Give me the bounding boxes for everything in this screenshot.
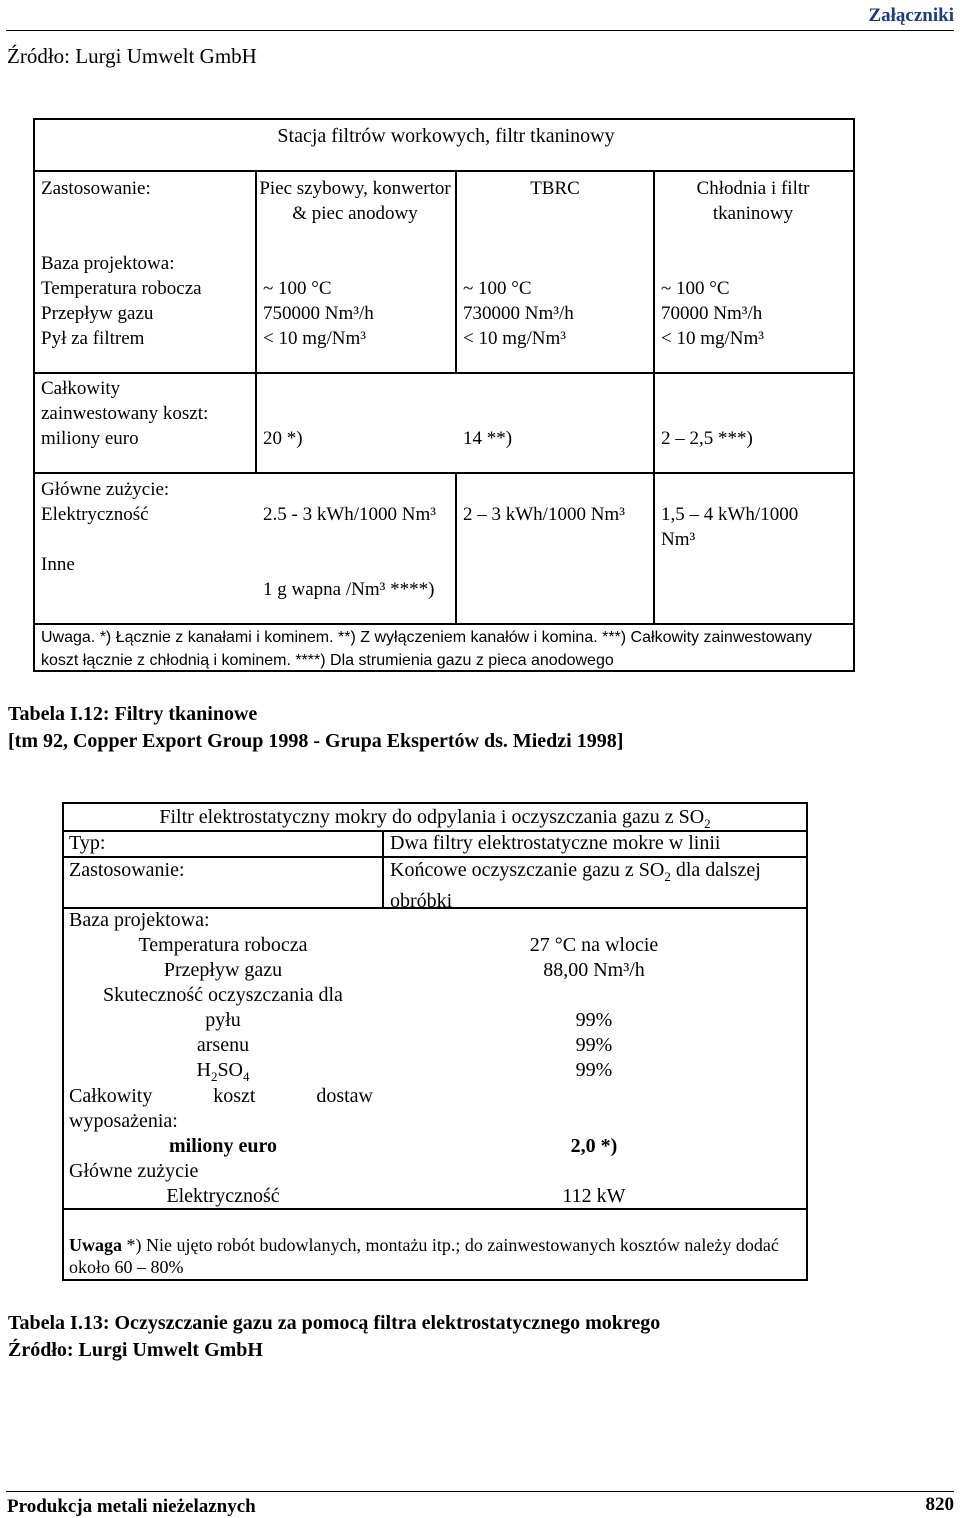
col-divider [653, 372, 655, 472]
col-divider [382, 830, 384, 907]
app-label: Zastosowanie: [69, 859, 185, 881]
other-col1: 1 g wapna /Nm³ ****) [263, 579, 435, 600]
col-divider [255, 372, 257, 472]
electricity-col3: 1,5 – 4 kWh/1000 Nm³ [661, 504, 799, 550]
table2-title: Filtr elektrostatyczny mokry do odpylania i oczyszczania gazu z $SO_2$ [159, 806, 711, 831]
cost-label-2: Całkowity koszt dostaw [69, 1085, 373, 1107]
eff-label: Skuteczność oczyszczania dla [103, 984, 343, 1006]
cost-col3: 2 – 2,5 ***) [661, 428, 753, 449]
cost-label-2b: wyposażenia: [69, 1110, 178, 1132]
caption-1-ref: [tm 92, Copper Export Group 1998 - Grupa Ekspertów ds. Miedzi 1998] [8, 730, 624, 752]
cost-unit-2: miliony euro [169, 1135, 277, 1157]
electricity-value-2: 112 kW [562, 1185, 626, 1207]
applications-label: Zastosowanie: [41, 178, 151, 199]
arsenic-label: arsenu [196, 1034, 250, 1056]
col-name-cooler: Chłodnia i filtr tkaninowy [696, 178, 810, 224]
dust-value-2: 99% [575, 1009, 613, 1031]
wet-esp-table [62, 802, 808, 1281]
temp-label-2: Temperatura robocza [138, 934, 308, 956]
col-name-tbrc: TBRC [530, 178, 580, 199]
electricity-col2: 2 – 3 kWh/1000 Nm³ [463, 504, 625, 525]
h2so4-value: 99% [575, 1059, 613, 1081]
temp-value-2: 27 °C na wlocie [529, 934, 659, 956]
table2-note: Uwaga *) Nie ujęto robót budowlanych, montażu itp.; do zainwestowanych kosztów należy dodać około 60 – 80% [69, 1235, 779, 1277]
caption-1-title: Tabela I.12: Filtry tkaninowe [8, 703, 258, 725]
col-name-shaft-furnace: Piec szybowy, konwertor & piec anodowy [259, 178, 451, 224]
row-divider [35, 623, 853, 625]
design-values-col3: ~ 100 °C 70000 Nm³/h < 10 mg/Nm³ [661, 278, 764, 349]
app-value: Końcowe oczyszczanie gazu z $SO_2$ dla dalszej obróbki [390, 859, 761, 912]
footer-rule [6, 1491, 954, 1492]
source-top: Źródło: Lurgi Umwelt GmbH [7, 44, 257, 68]
dust-label-2: pyłu [205, 1009, 241, 1031]
col-divider [653, 472, 655, 623]
design-values-col2: ~ 100 °C 730000 Nm³/h < 10 mg/Nm³ [463, 278, 574, 349]
cost-label: Całkowity zainwestowany koszt: miliony euro [41, 378, 209, 449]
section-header: Załączniki [868, 5, 954, 26]
design-values-col1: ~ 100 °C 750000 Nm³/h < 10 mg/Nm³ [263, 278, 374, 349]
design-label-2: Baza projektowa: [69, 909, 210, 931]
arsenic-value: 99% [575, 1034, 613, 1056]
consumption-labels: Główne zużycie: Elektryczność Inne [41, 479, 170, 575]
h2so4-label: $H_2SO_4$ [196, 1059, 250, 1084]
design-label: Baza projektowa: Temperatura robocza Przepływ gazu Pył za filtrem [41, 253, 202, 349]
consumption-label-2: Główne zużycie [69, 1160, 199, 1182]
electricity-label-2: Elektryczność [166, 1185, 280, 1207]
header-rule [6, 30, 954, 31]
col-divider [455, 472, 457, 623]
flow-label-2: Przepływ gazu [163, 959, 283, 981]
row-divider [35, 372, 853, 374]
electricity-col1: 2.5 - 3 kWh/1000 Nm³ [263, 504, 436, 525]
row-divider [35, 472, 853, 474]
caption-2-title: Tabela I.13: Oczyszczanie gazu za pomocą filtra elektrostatycznego mokrego [8, 1312, 661, 1334]
type-label: Typ: [69, 832, 106, 854]
cost-col1: 20 *) [263, 428, 303, 449]
fabric-filter-table [33, 118, 855, 672]
type-value: Dwa filtry elektrostatyczne mokre w linii [390, 832, 721, 854]
row-divider [35, 170, 853, 172]
caption-2-source: Źródło: Lurgi Umwelt GmbH [8, 1339, 263, 1361]
table1-title: Stacja filtrów workowych, filtr tkaninowy [277, 125, 615, 147]
page-number: 820 [925, 1494, 954, 1515]
table1-note: Uwaga. *) Łącznie z kanałami i kominem. **) Z wyłączeniem kanałów i komina. ***) Całkowity zainwestowany koszt łącznie z chłodnią i kominem. ****) Dla strumienia gazu z pieca anodowego [41, 629, 812, 669]
flow-value-2: 88,00 Nm³/h [543, 959, 645, 981]
cost-value-2: 2,0 *) [570, 1135, 618, 1157]
footer-title: Produkcja metali nieżelaznych [7, 1496, 256, 1517]
cost-col2: 14 **) [463, 428, 513, 449]
